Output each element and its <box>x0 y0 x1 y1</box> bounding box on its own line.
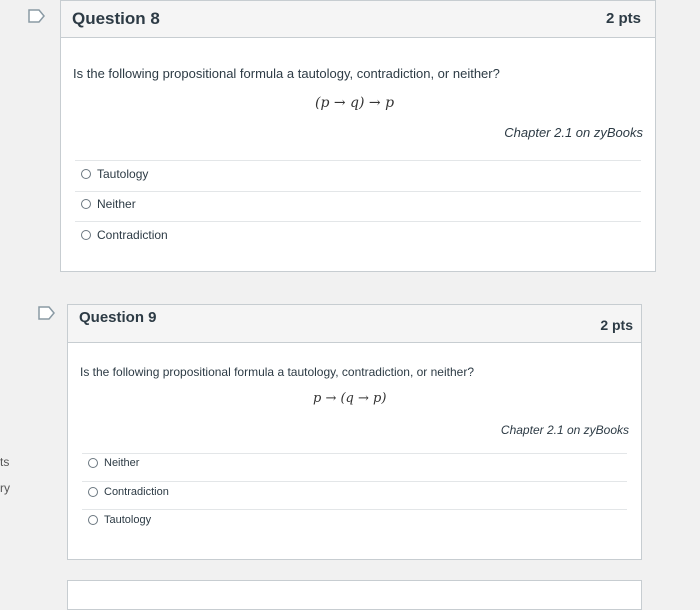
question-card-9 <box>67 304 642 560</box>
divider <box>82 481 627 482</box>
question-title: Question 9 <box>79 309 157 326</box>
answer-label: Tautology <box>104 514 152 526</box>
divider <box>75 221 641 222</box>
radio-button-icon[interactable] <box>81 199 91 209</box>
question-title: Question 8 <box>72 9 160 28</box>
question-prompt: Is the following propositional formula a tautology, contradiction, or neither? <box>73 66 500 81</box>
question-card-next <box>67 580 642 610</box>
divider <box>82 509 627 510</box>
question-points: 2 pts <box>605 10 641 27</box>
radio-button-icon[interactable] <box>81 230 91 240</box>
divider <box>75 160 641 161</box>
question-card-8 <box>60 0 656 272</box>
sidebar-edge-text: ry <box>0 481 10 495</box>
answer-option[interactable] <box>81 228 168 242</box>
answer-label: Contradiction <box>104 486 169 498</box>
divider <box>82 453 627 454</box>
formula: p → (q → p) <box>313 391 387 406</box>
answer-option[interactable] <box>81 167 148 181</box>
formula: (p → q) → p <box>315 95 395 111</box>
answer-label: Neither <box>97 197 136 211</box>
question-header <box>61 1 655 38</box>
radio-button-icon[interactable] <box>88 515 98 525</box>
radio-button-icon[interactable] <box>81 169 91 179</box>
question-points: 2 pts <box>600 317 633 333</box>
question-prompt: Is the following propositional formula a tautology, contradiction, or neither? <box>80 365 475 379</box>
radio-button-icon[interactable] <box>88 458 98 468</box>
reference-text: Chapter 2.1 on zyBooks <box>504 125 643 140</box>
divider <box>75 191 641 192</box>
answer-option[interactable] <box>88 457 139 469</box>
sidebar-edge-text: ts <box>0 455 10 469</box>
question-header <box>68 305 641 343</box>
answer-label: Contradiction <box>97 228 168 242</box>
answer-option[interactable] <box>88 486 169 498</box>
flag-icon[interactable] <box>38 306 56 320</box>
reference-text: Chapter 2.1 on zyBooks <box>500 423 629 437</box>
radio-button-icon[interactable] <box>88 487 98 497</box>
answer-label: Neither <box>104 457 140 469</box>
answer-option[interactable] <box>81 197 136 211</box>
answer-option[interactable] <box>88 514 151 526</box>
flag-icon[interactable] <box>28 9 46 23</box>
answer-label: Tautology <box>97 167 149 181</box>
